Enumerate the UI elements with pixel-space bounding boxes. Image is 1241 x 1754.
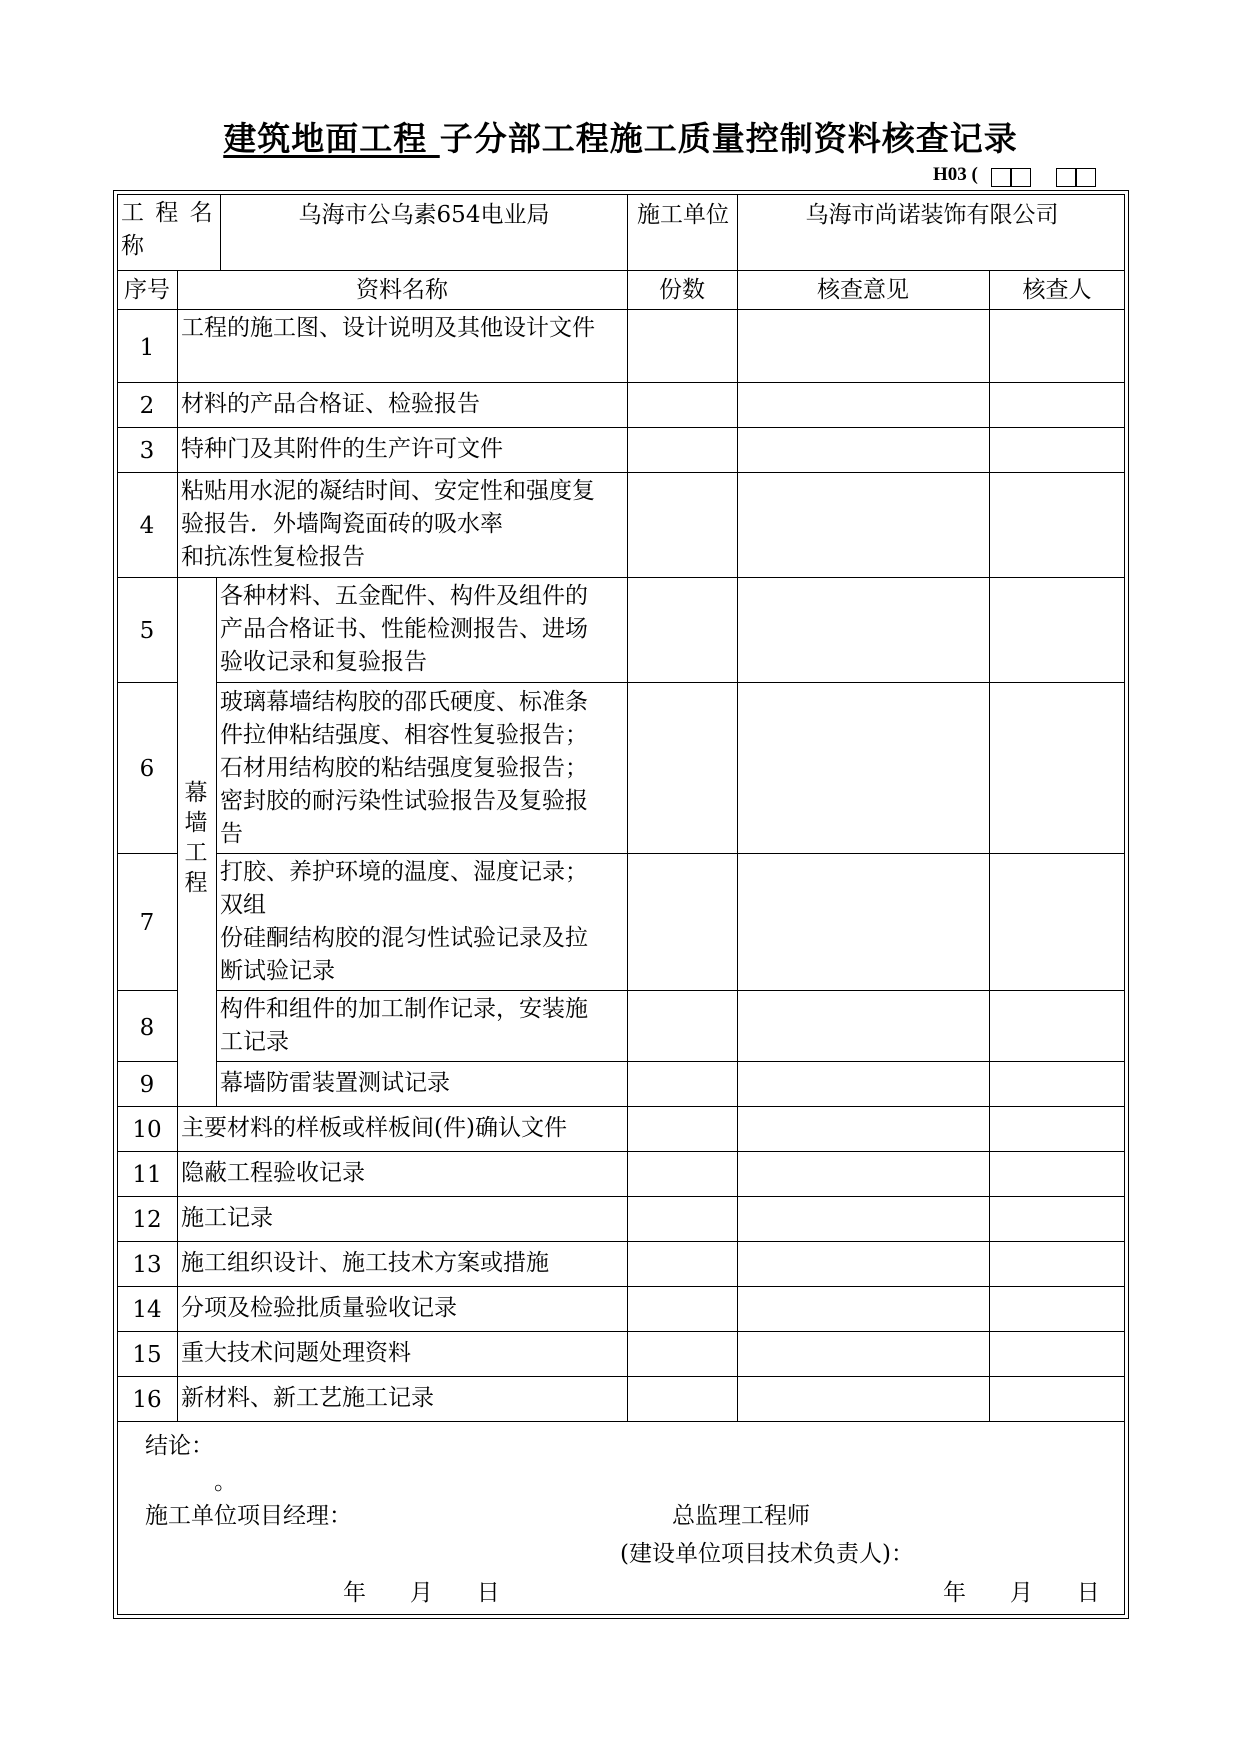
conclusion-dot: 。 [214,1469,237,1495]
row-number: 13 [132,1252,162,1278]
row-number: 1 [139,335,155,361]
row-name-line: 断试验记录 [220,958,335,984]
col-line [989,270,990,1421]
row-name-line: 验报告．外墙陶瓷面砖的吸水率 [181,511,503,537]
title-rest: 子分部工程施工质量控制资料核查记录 [439,119,1018,158]
row-line [117,577,1125,578]
contractor-label: 施工单位 [637,202,729,228]
row-line [117,1061,177,1062]
row-name: 幕墙防雷装置测试记录 [220,1070,450,1096]
row-number: 15 [132,1342,162,1368]
row-name-line: 各种材料、五金配件、构件及组件的 [220,583,588,609]
row-number: 7 [139,910,155,936]
col-line [737,194,738,1421]
row-number: 3 [139,438,155,464]
row-name-line: 产品合格证书、性能检测报告、进场 [220,616,588,642]
col-line [627,194,628,1421]
row-name-line: 件拉伸粘结强度、相容性复验报告； [220,722,588,748]
date-left: 年 月 日 [343,1580,500,1606]
col-header-opinion: 核查意见 [817,277,909,303]
row-number: 4 [139,513,155,539]
row-name: 重大技术问题处理资料 [181,1340,411,1366]
row-line [117,1241,1125,1242]
row-name-line: 验收记录和复验报告 [220,649,427,675]
form-code-box-2 [1011,168,1031,187]
row-name-line: 工记录 [220,1029,289,1055]
row-number: 10 [132,1117,162,1143]
row-number: 12 [132,1207,162,1233]
date-right: 年 月 日 [943,1580,1100,1606]
col-header-copies: 份数 [659,277,705,303]
project-name-label: 工 程 名称 [121,200,215,259]
row-number: 11 [132,1162,162,1188]
row-name: 施工记录 [181,1205,273,1231]
row-number: 16 [132,1387,162,1413]
row-name-line: 告 [220,821,243,847]
row-name: 新材料、新工艺施工记录 [181,1385,434,1411]
row-number: 9 [139,1072,155,1098]
row-line [117,427,1125,428]
contractor-value: 乌海市尚诺装饰有限公司 [805,202,1059,228]
row-name: 施工组织设计、施工技术方案或措施 [181,1250,549,1276]
page-title [0,113,1241,160]
row-line [117,1421,1125,1422]
row-line [117,270,1125,271]
row-name-line: 密封胶的耐污染性试验报告及复验报 [220,788,588,814]
col-line [216,577,217,1106]
col-header-checker: 核查人 [1022,277,1092,303]
row-number: 2 [139,393,155,419]
owner-tech-label: (建设单位项目技术负责人)： [620,1541,914,1567]
row-name-line: 打胶、养护环境的温度、湿度记录； [220,859,588,885]
form-code-box-4 [1076,168,1096,187]
col-line [220,194,221,270]
contractor-pm-label: 施工单位项目经理： [145,1503,352,1529]
row-name-line: 玻璃幕墙结构胶的邵氏硬度、标准条 [220,689,588,715]
conclusion-label: 结论： [145,1433,214,1459]
row-name-line: 双组 [220,892,266,918]
row-line [117,990,177,991]
row-name-line: 和抗冻性复检报告 [181,544,365,570]
row-name: 主要材料的样板或样板间(件)确认文件 [181,1115,567,1141]
row-line [117,382,1125,383]
row-line [117,472,1125,473]
form-code-box-1 [991,168,1011,187]
row-line [117,853,177,854]
title-project-type: 建筑地面工程 [223,119,440,158]
row-name: 隐蔽工程验收记录 [181,1160,365,1186]
row-name-line: 份硅酮结构胶的混匀性试验记录及拉 [220,925,588,951]
project-name-value: 乌海市公乌素654电业局 [298,202,550,228]
col-header-seq: 序号 [124,277,170,303]
row-number: 8 [139,1015,155,1041]
form-code: H03 ( [933,164,978,185]
row-line [117,1151,1125,1152]
row-line [117,1376,1125,1377]
row-line [117,309,1125,310]
row-name-line: 构件和组件的加工制作记录，安装施 [220,996,588,1022]
row-name-line: 粘贴用水泥的凝结时间、安定性和强度复 [181,478,595,504]
row-name: 特种门及其附件的生产许可文件 [181,436,503,462]
row-line [117,1106,1125,1107]
row-name: 分项及检验批质量验收记录 [181,1295,457,1321]
form-code-box-3 [1056,168,1076,187]
row-line [117,1196,1125,1197]
row-number: 14 [132,1297,162,1323]
row-name-line: 石材用结构胶的粘结强度复验报告； [220,755,588,781]
row-number: 5 [139,618,155,644]
row-name: 工程的施工图、设计说明及其他设计文件 [181,315,595,341]
row-line [117,682,177,683]
chief-supervisor-label: 总监理工程师 [672,1503,810,1529]
curtain-wall-group-label: 幕墙工程 [184,780,208,896]
row-line [117,1331,1125,1332]
row-line [117,1286,1125,1287]
col-header-name: 资料名称 [356,277,448,303]
row-name: 材料的产品合格证、检验报告 [181,391,480,417]
row-number: 6 [139,756,155,782]
